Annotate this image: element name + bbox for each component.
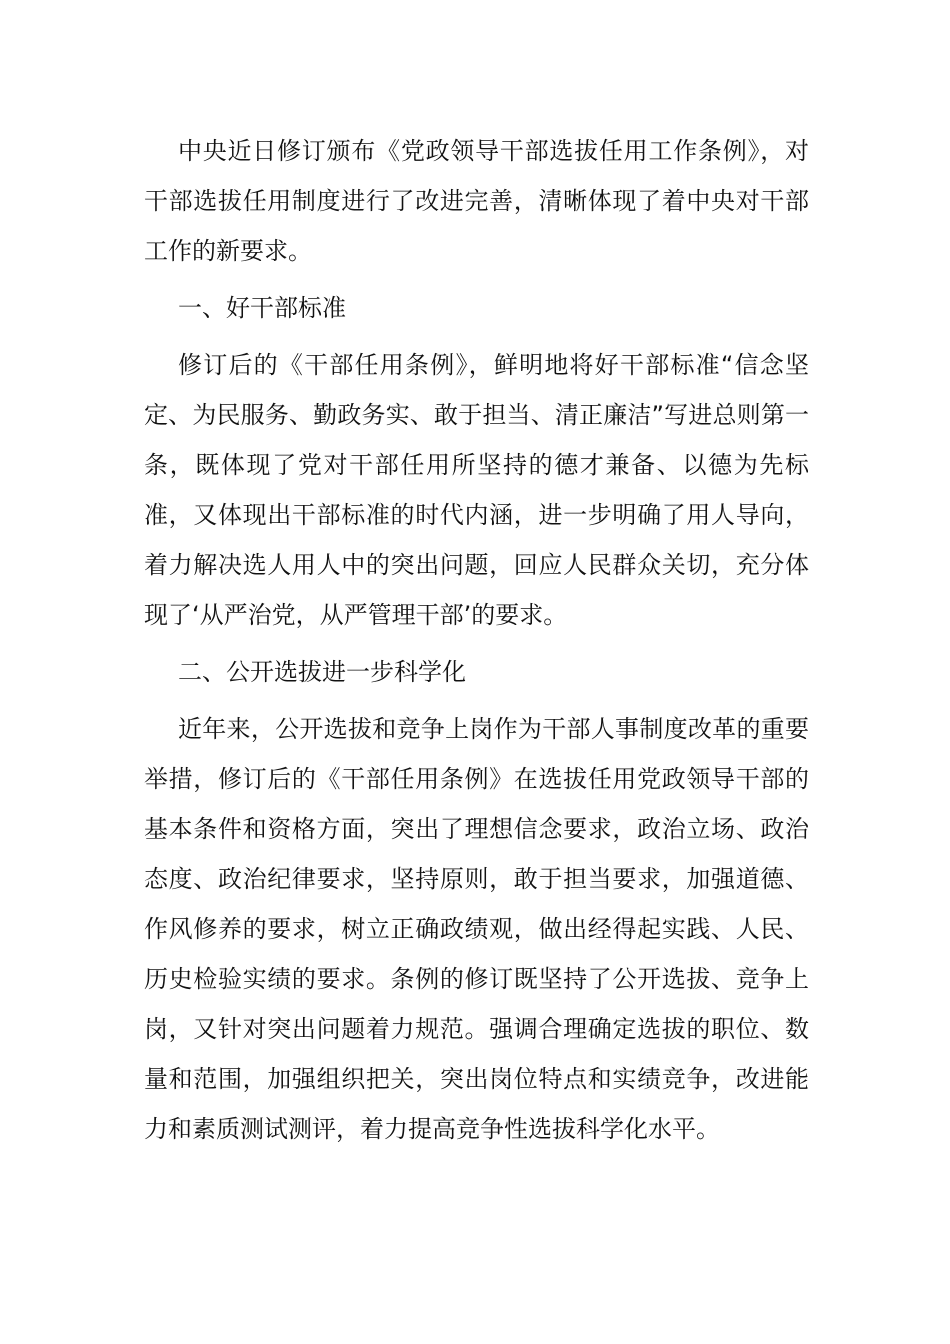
paragraph-section-1: 修订后的《干部任用条例》，鲜明地将好干部标准“信念坚定、为民服务、勤政务实、敢于担当、清正廉洁”写进总则第一条，既体现了党对干部任用所坚持的德才兼备、以德为先标准，又体现出干部标准的时代内涵，进一步明确了用人导向，着力解决选人用人中的突出问题，回应人民群众关切，充分体现了‘从严治党，从严管理干部’的要求。 — [144, 351, 809, 629]
section-heading-2: 二、公开选拔进一步科学化 — [178, 658, 466, 686]
paragraph-section-2: 近年来，公开选拔和竞争上岗作为干部人事制度改革的重要举措，修订后的《干部任用条例》在选拔任用党政领导干部的基本条件和资格方面，突出了理想信念要求，政治立场、政治态度、政治纪律要求，坚持原则，敢于担当要求，加强道德、作风修养的要求，树立正确政绩观，做出经得起实践、人民、历史检验实绩的要求。条例的修订既坚持了公开选拔、竞争上岗，又针对突出问题着力规范。强调合理确定选拔的职位、数量和范围，加强组织把关，突出岗位特点和实绩竞争，改进能力和素质测试测评，着力提高竞争性选拔科学化水平。 — [144, 715, 809, 1143]
paragraph-intro: 中央近日修订颁布《党政领导干部选拔任用工作条例》，对干部选拔任用制度进行了改进完善，清晰体现了着中央对干部工作的新要求。 — [144, 137, 809, 265]
document-body — [144, 126, 809, 1161]
section-heading-1: 一、好干部标准 — [178, 294, 346, 322]
